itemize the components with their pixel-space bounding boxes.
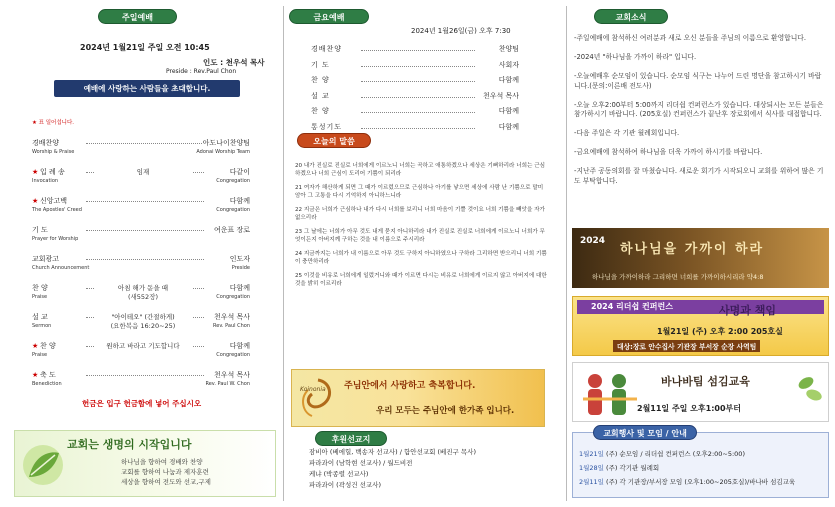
friday-order-item [311, 42, 519, 58]
event-text: (주) 순모임 / 리더쉽 컨퍼런스 (오후2:00~5:00) [606, 450, 745, 458]
theme-year: 2024 [580, 236, 606, 246]
scripture-passage [295, 162, 548, 294]
church-news-column [566, 0, 835, 507]
mission-list [309, 447, 539, 491]
leaf-icon [794, 371, 824, 411]
sunday-worship-column [0, 0, 283, 507]
friday-item-person: 천우석 목사 [482, 91, 519, 100]
order-item-person-en: Congregation [216, 178, 250, 184]
church-news-header: 교회소식 [594, 9, 668, 24]
vision-line: 하나님을 향하여 경배와 찬양 [121, 458, 203, 466]
star-icon: ★ [32, 371, 39, 379]
leader-dots [361, 66, 475, 67]
order-item [32, 341, 250, 359]
event-date: 2월11일 [579, 478, 604, 486]
mission-item: 파라과이 (남학현 선교사) / 월드비전 [309, 459, 413, 467]
friday-item-title: 기 도 [311, 60, 330, 69]
friday-item-title: 찬 양 [311, 107, 330, 115]
order-item-person: 천우석 목사 [213, 313, 250, 321]
order-item [32, 138, 250, 156]
friday-item-title: 경배찬양 [311, 45, 343, 53]
order-item-person: 여운표 장로 [213, 226, 250, 234]
leaf-icon [21, 443, 65, 487]
event-row [579, 449, 745, 458]
theme-verse: 하나님을 가까이하라 그리하면 너희를 가까이하시리라 약4:8 [592, 273, 764, 281]
koinonia-logo-text: Koinonia [300, 386, 326, 393]
friday-item-title: 설 교 [311, 91, 330, 100]
order-item-title-en: Prayer for Worship [32, 236, 79, 242]
barnabas-date: 2월11일 주일 오후1:00부터 [637, 404, 741, 413]
order-item-detail: "아이테오" (간절하게) [94, 312, 192, 322]
friday-item-person: 다함께 [498, 107, 519, 115]
vision-banner [14, 430, 276, 497]
sunday-worship-header: 주일예배 [98, 9, 177, 24]
year-theme-banner [572, 228, 829, 288]
friday-order-item [311, 58, 519, 74]
order-item-title: 찬 양 [40, 342, 56, 350]
friday-date: 2024년 1월26일(금) 오후 7:30 [411, 27, 511, 35]
friday-order-item [311, 104, 519, 120]
conference-title: 2024 리더쉽 컨퍼런스 [577, 300, 824, 314]
event-text: (주) 각기관 월례회 [606, 464, 660, 472]
leadership-conference-banner [572, 296, 829, 356]
order-item-person: 다함께 [229, 197, 250, 205]
theme-title: 하나님을 가까이 하라 [620, 242, 765, 257]
order-item-title-en: Sermon [32, 323, 52, 329]
order-item-title-en: The Apostles' Creed [32, 207, 82, 213]
order-item [32, 312, 250, 330]
order-item-person: 아도나이찬양팀 [202, 139, 250, 147]
order-item-person-en: Congregation [216, 352, 250, 358]
barnabas-title: 바나바팀 섬김교육 [661, 375, 750, 388]
vision-line: 교회를 향하여 나눔과 제자훈련 [121, 468, 209, 476]
verse: 21 여자가 해산하게 되면 그 때가 이르렀으므로 근심하나 아기를 낳으면 세상에 사람 난 기쁨으로 말미암아 그 고통을 다시 기억하지 아니하느니라 [295, 185, 544, 199]
leader-dots [86, 375, 204, 376]
order-item-person-en: Adonai Worship Team [196, 149, 250, 155]
preacher: 인도 : 천우석 목사 [203, 58, 265, 67]
order-item [32, 225, 250, 243]
leader-dots [361, 97, 475, 98]
event-date: 1월21일 [579, 450, 604, 458]
friday-item-person: 찬양팀 [498, 45, 519, 53]
order-item-person: 다함께 [229, 284, 250, 292]
order-item-person: 천우석 목사 [213, 371, 250, 379]
event-row [579, 463, 659, 472]
verse: 20 내가 진실로 진실로 너희에게 이르노니 너희는 곡하고 애통하겠으나 세상은 기뻐하리라 너희는 근심하겠으나 너희 근심이 도리어 기쁨이 되리라 [295, 163, 546, 177]
order-item-person-en: Preside [231, 265, 250, 271]
offering-note: 헌금은 입구 헌금함에 넣어 주십시오 [82, 399, 202, 408]
events-header: 교회행사 및 모임 / 안내 [593, 425, 697, 440]
leader-dots [86, 230, 204, 231]
mission-item: 케냐 (박종렬 선교사) [309, 470, 369, 478]
verse: 23 그 날에는 너희가 아무 것도 내게 묻지 아니하리라 내가 진실로 진실로 너희에게 이르노니 너희가 무엇이든지 아버지께 구하는 것을 내 이름으로 주시리라 [295, 229, 545, 243]
friday-worship-column [283, 0, 561, 507]
leader-dots [86, 259, 204, 260]
order-item-title-en: Praise [32, 294, 48, 300]
order-item-person: 다같이 [229, 168, 250, 176]
order-item-title: 설 교 [32, 313, 48, 321]
todays-word-header: 오늘의 말씀 [297, 133, 371, 148]
verse: 25 이것을 비유로 너희에게 일렀거니와 때가 이르면 다시는 비유로 너희에게 이르지 않고 아버지에 대한 것을 밝히 이르리라 [295, 273, 547, 287]
friday-order-item [311, 89, 519, 105]
koinonia-line-2: 우리 모두는 주님안에 한가족 입니다. [376, 406, 515, 416]
koinonia-logo-icon [298, 376, 338, 420]
order-item-person: 인도자 [229, 255, 250, 263]
sunday-order-list [32, 138, 250, 399]
news-list [574, 34, 824, 196]
verse: 24 지금까지는 너희가 내 이름으로 아무 것도 구하지 아니하였으나 구하라 그리하면 받으리니 너희 기쁨이 충만하리라 [295, 251, 547, 265]
order-item-title: 입 례 송 [40, 168, 65, 176]
sunday-date: 2024년 1월21일 주일 오전 10:45 [80, 43, 210, 52]
leader-dots [361, 128, 475, 129]
order-item-person-en: Congregation [216, 294, 250, 300]
order-item-title-en: Invocation [32, 178, 59, 184]
mission-item: 파라과이 (곽성건 선교사) [309, 481, 381, 489]
event-row [579, 477, 795, 486]
conference-audience: 대상:장로 안수집사 기관장 부서장 순장 사역팀 [613, 340, 760, 352]
order-item [32, 254, 250, 272]
star-icon: ★ [32, 342, 39, 350]
order-item-title: 축 도 [40, 371, 56, 379]
friday-item-person: 다함께 [498, 76, 519, 84]
order-item-detail: 아침 해가 돋을 때 [94, 283, 192, 293]
news-item: -오늘 오후2:00부터 5:00까지 리더쉽 컨퍼런스가 있습니다. 대상되시는 모든 분들은 참가하시기 바랍니다. (205호실) 컨퍼런스가 끝난후 장로회에서 식사를 대접합니다. [574, 100, 824, 118]
order-item-detail: 원하고 바라고 기도합니다 [94, 341, 192, 351]
order-item-title: 교회광고 [32, 255, 60, 263]
friday-item-title: 찬 양 [311, 76, 330, 84]
news-item: -주일예배에 참석하신 여러분과 새로 오신 분들을 주님의 이름으로 환영합니다. [574, 34, 807, 42]
order-item-title: 경배찬양 [32, 139, 60, 147]
order-item-detail-sub: (새552장) [127, 293, 159, 301]
order-item-title-en: Church Announcement [32, 265, 90, 271]
mission-item: 잠비아 (베에힐, 백송자 선교사) / 함안선교회 (베진구 목사) [309, 448, 477, 456]
friday-item-title: 통성기도 [311, 122, 343, 131]
news-item: -금요예배에 참석하여 하나님을 더욱 가까이 하시기를 바랍니다. [574, 148, 763, 156]
leader-dots [361, 112, 475, 113]
mission-header: 후원선교지 [315, 431, 387, 446]
leader-dots [361, 50, 475, 51]
conference-time: 1월21일 (주) 오후 2:00 205호실 [657, 327, 783, 336]
friday-order-list [311, 42, 519, 135]
order-item-title: 신앙고백 [40, 197, 68, 205]
leader-dots [361, 81, 475, 82]
stand-note: ★ 표 일어섭니다. [32, 120, 75, 126]
event-text: (주) 각 기관장/부서장 모임 (오후1:00~205호실)/바나바 섬김교육 [606, 478, 796, 486]
vision-title: 교회는 생명의 시작입니다 [67, 438, 192, 451]
order-item-detail-sub: (요한복음 16:20~25) [110, 322, 176, 330]
news-item: -2024년 "하나님을 가까이 하라" 입니다. [574, 53, 697, 61]
news-item: -오늘예배후 순모임이 있습니다. 순모임 식구는 나누어 드린 명단을 참고하시기 바랍니다.(문의:이른배 전도사) [574, 72, 822, 90]
star-icon: ★ [32, 168, 39, 176]
events-box [572, 429, 829, 498]
order-item-person-en: Rev. Paul W. Chon [205, 381, 250, 387]
order-item-title: 기 도 [32, 226, 48, 234]
order-item-detail: 임재 [94, 167, 192, 177]
friday-order-item [311, 73, 519, 89]
welcome-banner: 예배에 사랑하는 사람들을 초대합니다. [54, 80, 240, 97]
order-item [32, 196, 250, 214]
preacher-en: Preside : Rev.Paul Chon [166, 68, 237, 75]
barnabas-banner [572, 362, 829, 422]
order-item [32, 283, 250, 301]
conference-theme: 사명과 책임 [719, 304, 776, 317]
news-item: -다음 주일은 각 기관 월례회입니다. [574, 129, 680, 137]
order-item-title-en: Worship & Praise [32, 149, 75, 155]
verse: 22 지금은 너희가 근심하나 내가 다시 너희를 보리니 너희 마음이 기쁠 것이요 너희 기쁨을 빼앗을 자가 없으리라 [295, 207, 545, 221]
event-date: 1월28일 [579, 464, 604, 472]
friday-item-person: 사회자 [498, 60, 519, 69]
order-item-title-en: Benediction [32, 381, 62, 387]
order-item-person-en: Congregation [216, 207, 250, 213]
leader-dots [86, 143, 204, 144]
order-item [32, 370, 250, 388]
order-item-person: 다함께 [229, 342, 250, 350]
news-item: -지난주 공동의회를 잘 마쳤습니다. 새로운 회기가 시작되오니 교회를 위하여 많은 기도 부탁합니다. [574, 167, 824, 185]
order-item-title: 찬 양 [32, 284, 48, 292]
vision-line: 세상을 향하여 전도와 선교,구제 [121, 478, 211, 486]
friday-worship-header: 금요예배 [289, 9, 369, 24]
koinonia-line-1: 주님안에서 사랑하고 축복합니다. [344, 381, 476, 391]
order-item [32, 167, 250, 185]
leader-dots [86, 201, 204, 202]
order-item-title-en: Praise [32, 352, 48, 358]
order-item-person-en: Rev. Paul Chon [213, 323, 250, 329]
koinonia-banner [291, 369, 545, 427]
friday-item-person: 다함께 [498, 122, 519, 131]
star-icon: ★ [32, 197, 39, 205]
